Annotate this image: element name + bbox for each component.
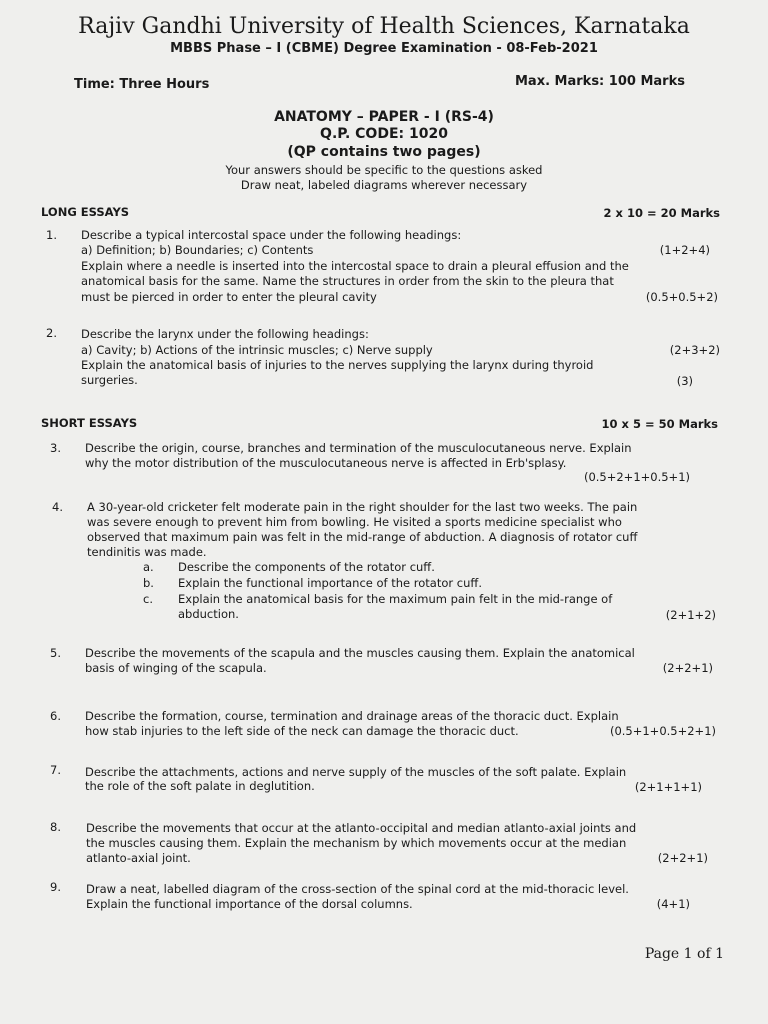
question-4-subpart-c: abduction. (178, 607, 239, 621)
exam-title: MBBS Phase – I (CBME) Degree Examination - 08-Feb-2021 (170, 41, 598, 56)
question-4-line: observed that maximum pain was felt in the mid-range of abduction. A diagnosis of rotator cuff (87, 530, 638, 544)
subpart-label: b. (143, 576, 154, 590)
question-1-line: anatomical basis for the same. Name the structures in order from the skin to the pleura that (81, 274, 614, 288)
long-essays-heading: LONG ESSAYS (41, 205, 130, 219)
university-name: Rajiv Gandhi University of Health Sciences, Karnataka (78, 14, 690, 39)
question-9-marks: (4+1) (656, 897, 690, 911)
paper-title: ANATOMY – PAPER - I (RS-4) (274, 109, 494, 125)
question-4-subpart-a: Describe the components of the rotator cuff. (178, 560, 435, 574)
question-number: 2. (46, 326, 57, 340)
question-number: 8. (50, 820, 61, 834)
instruction-diagrams: Draw neat, labeled diagrams wherever necessary (240, 178, 528, 192)
question-6-marks: (0.5+1+0.5+2+1) (609, 724, 716, 738)
question-5-line: basis of winging of the scapula. (85, 661, 267, 675)
question-4-line: was severe enough to prevent him from bowling. He visited a sports medicine specialist who (87, 515, 622, 529)
page-number: Page 1 of 1 (644, 946, 724, 962)
short-essays-heading: SHORT ESSAYS (41, 416, 138, 430)
question-3-line: Describe the origin, course, branches and termination of the musculocutaneous nerve. Explain (85, 441, 632, 455)
question-5-line: Describe the movements of the scapula and the muscles causing them. Explain the anatomical (85, 646, 635, 660)
question-6-line: how stab injuries to the left side of the neck can damage the thoracic duct. (85, 724, 519, 738)
question-1-line: Describe a typical intercostal space under the following headings: (81, 228, 462, 242)
question-8-line: Describe the movements that occur at the atlanto-occipital and median atlanto-axial joints and (86, 821, 637, 835)
qp-code: Q.P. CODE: 1020 (320, 126, 448, 142)
long-essays-marks: 2 x 10 = 20 Marks (603, 206, 720, 220)
question-9-line: Explain the functional importance of the dorsal columns. (86, 897, 413, 911)
instruction-specific: Your answers should be specific to the questions asked (225, 163, 543, 177)
question-4-line: A 30-year-old cricketer felt moderate pain in the right shoulder for the last two weeks. The pain (87, 500, 638, 514)
question-4-subpart-c: Explain the anatomical basis for the maximum pain felt in the mid-range of (178, 592, 613, 606)
question-number: 3. (50, 441, 61, 455)
max-marks: Max. Marks: 100 Marks (515, 74, 685, 89)
question-number: 9. (50, 880, 61, 894)
question-2-line: Explain the anatomical basis of injuries to the nerves supplying the larynx during thyroid (81, 358, 594, 372)
question-9-line: Draw a neat, labelled diagram of the cross-section of the spinal cord at the mid-thoracic level. (86, 882, 629, 896)
question-4-subpart-b: Explain the functional importance of the rotator cuff. (178, 576, 482, 590)
short-essays-marks: 10 x 5 = 50 Marks (601, 417, 718, 431)
question-1-line: must be pierced in order to enter the pleural cavity (81, 290, 377, 304)
question-number: 1. (46, 228, 57, 242)
question-number: 6. (50, 709, 61, 723)
exam-duration: Time: Three Hours (74, 77, 210, 92)
subpart-label: a. (143, 560, 154, 574)
subpart-label: c. (143, 592, 153, 606)
pages-note: (QP contains two pages) (287, 144, 481, 160)
question-number: 4. (52, 500, 63, 514)
question-5-marks: (2+2+1) (662, 661, 713, 675)
question-4-marks: (2+1+2) (665, 608, 716, 622)
question-4-line: tendinitis was made. (87, 545, 207, 559)
question-1-marks-b: (0.5+0.5+2) (645, 290, 718, 304)
question-number: 5. (50, 646, 61, 660)
question-1-marks-a: (1+2+4) (659, 243, 710, 257)
question-8-marks: (2+2+1) (657, 851, 708, 865)
question-6-line: Describe the formation, course, termination and drainage areas of the thoracic duct. Explain (85, 709, 619, 723)
question-2-subparts: a) Cavity; b) Actions of the intrinsic muscles; c) Nerve supply (81, 343, 433, 357)
question-2-marks-b: (3) (676, 374, 693, 388)
question-2-line: Describe the larynx under the following headings: (81, 327, 369, 341)
question-2-marks-a: (2+3+2) (669, 343, 720, 357)
question-1-line: Explain where a needle is inserted into the intercostal space to drain a pleural effusion and the (81, 259, 629, 273)
question-3-line: why the motor distribution of the musculocutaneous nerve is affected in Erb'splasy. (85, 456, 567, 470)
question-7-line: the role of the soft palate in deglutition. (85, 779, 315, 793)
question-1-subparts: a) Definition; b) Boundaries; c) Contents (81, 243, 314, 257)
question-3-marks: (0.5+2+1+0.5+1) (583, 470, 690, 484)
question-8-line: atlanto-axial joint. (86, 851, 191, 865)
question-2-line: surgeries. (81, 373, 138, 387)
question-number: 7. (50, 763, 61, 777)
question-7-marks: (2+1+1+1) (634, 780, 702, 794)
question-7-line: Describe the attachments, actions and nerve supply of the muscles of the soft palate. Explain (85, 765, 627, 779)
question-8-line: the muscles causing them. Explain the mechanism by which movements occur at the median (86, 836, 627, 850)
